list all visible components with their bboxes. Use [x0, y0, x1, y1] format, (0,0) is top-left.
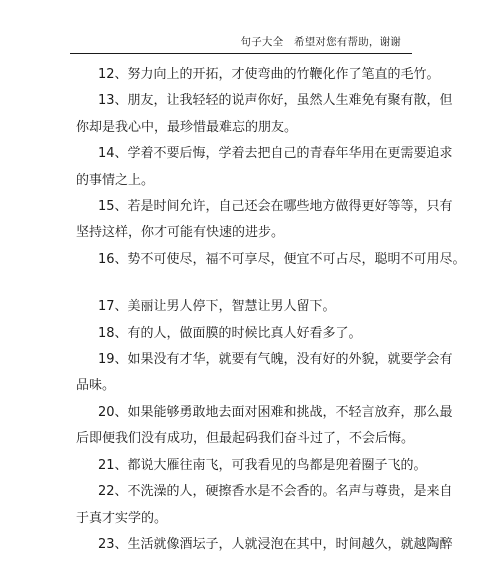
header-divider	[70, 53, 412, 54]
section-gap	[76, 273, 426, 294]
quote-line: 18、有的人，做面膜的时候比真人好看多了。	[98, 325, 362, 341]
quote-line: 20、如果能够勇敢地去面对困难和挑战，不轻言放弃，那么最	[98, 404, 453, 420]
quote-item	[76, 479, 453, 532]
quote-line: 后即便我们没有成功，但最起码我们奋斗过了，不会后悔。	[76, 431, 415, 447]
quote-line: 品味。	[76, 378, 116, 394]
quote-line: 13、朋友，让我轻轻的说声你好，虽然人生难免有聚有散，但	[98, 93, 453, 109]
quote-item	[76, 321, 426, 347]
quote-item	[76, 347, 453, 400]
quote-item	[76, 532, 453, 558]
quote-item	[76, 141, 453, 194]
quote-line: 21、都说大雁往南飞，可我看见的鸟都是兜着圈子飞的。	[98, 457, 427, 473]
quote-list	[76, 62, 466, 558]
quote-line: 17、美丽让男人停下，智慧让男人留下。	[98, 299, 336, 315]
quote-item	[76, 400, 453, 453]
quote-item	[76, 62, 440, 88]
quote-item	[76, 88, 453, 141]
quote-item	[76, 453, 426, 479]
quote-line: 22、不洗澡的人，硬擦香水是不会香的。名声与尊贵，是来自	[98, 484, 453, 500]
quote-line: 你却是我心中，最珍惜最难忘的朋友。	[76, 119, 298, 135]
quote-line: 坚持这样，你才可能有快速的进步。	[76, 225, 285, 241]
quote-line: 23、生活就像酒坛子，人就浸泡在其中，时间越久，就越陶醉	[98, 536, 453, 552]
quote-line: 19、如果没有才华，就要有气魄，没有好的外貌，就要学会有	[98, 352, 453, 368]
quote-line: 12、努力向上的开拓，才使弯曲的竹鞭化作了笔直的毛竹。	[98, 67, 440, 82]
quote-item	[76, 294, 426, 320]
quote-item	[76, 194, 453, 247]
quote-line: 于真才实学的。	[76, 510, 168, 526]
quote-line: 的事情之上。	[76, 172, 155, 188]
quote-line: 14、学着不要后悔，学着去把自己的青春年华用在更需要追求	[98, 146, 453, 162]
quote-item	[76, 247, 466, 273]
quote-line: 16、势不可使尽，福不可享尽，便宜不可占尽，聪明不可用尽。	[98, 251, 466, 267]
page-header: 句子大全 希望对您有帮助，谢谢	[240, 36, 401, 48]
quote-line: 15、若是时间允许，自己还会在哪些地方做得更好等等，只有	[98, 199, 453, 215]
